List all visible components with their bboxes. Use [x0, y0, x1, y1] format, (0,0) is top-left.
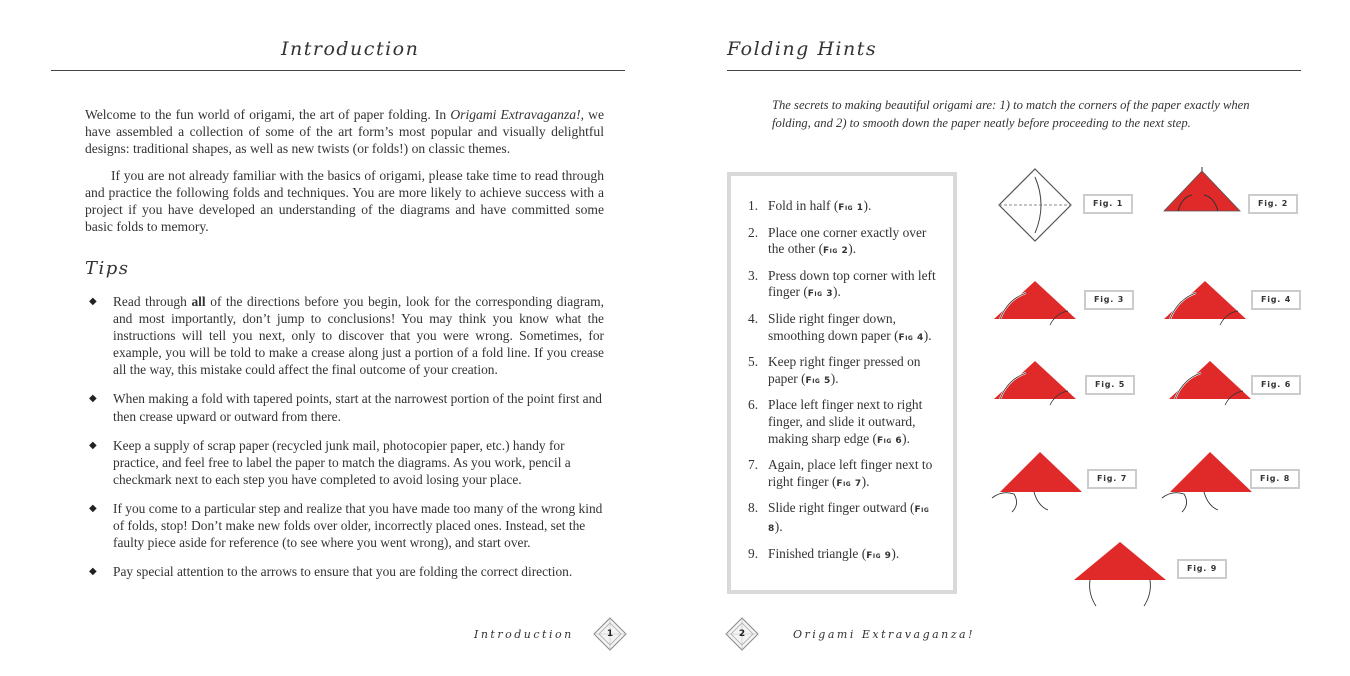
fig-label: Fig. 1	[1083, 194, 1133, 214]
tip-item	[88, 390, 604, 424]
step-fig-ref: Fig 7	[836, 478, 862, 489]
step-number: 2.	[748, 224, 759, 240]
step-text-end: ).	[923, 327, 932, 343]
step-text: Place left finger next to right finger, and slide it outward, making sharp edge (	[768, 397, 923, 446]
origami-fig-5-illustration	[990, 355, 1080, 415]
step-item	[748, 354, 943, 389]
step-text-end: ).	[848, 241, 857, 257]
tip3-text: Keep a supply of scrap paper (recycled junk mail, photocopier paper, etc.) handy for practice, and feel free to label the paper to match the diagrams. As you work, pencil a checkmark next to each step you have completed to avoid losing your place.	[113, 437, 571, 487]
tip5-text: Pay special attention to the arrows to ensure that you are folding the correct direction.	[113, 564, 573, 580]
step-text: Press down top corner with left finger (	[768, 267, 936, 300]
diamond-bullet-icon: ◆	[89, 439, 97, 451]
para1-text-a: Welcome to the fun world of origami, the art of paper folding. In	[85, 107, 451, 122]
page-header-folding-hints: Folding Hints	[727, 38, 878, 60]
step-text: Place one corner exactly over the other (	[768, 224, 927, 257]
tip2-text: When making a fold with tapered points, start at the narrowest portion of the point first and then crease upward or outward from there.	[113, 391, 603, 424]
steps-list	[748, 198, 943, 572]
step-text: Slide right finger down, smoothing down paper (	[768, 310, 899, 343]
page-number: 1	[606, 629, 614, 639]
step-item	[748, 268, 943, 303]
footer-book-title: Origami Extravaganza!	[793, 628, 976, 641]
tip-item	[88, 500, 604, 551]
footer-section-title: Introduction	[474, 628, 574, 641]
origami-fig-6-illustration	[1165, 355, 1255, 415]
step-text: Finished triangle (	[768, 545, 867, 561]
step-fig-ref: Fig 6	[876, 435, 903, 446]
step-text-end: ).	[832, 284, 841, 300]
step-item	[748, 311, 943, 346]
tips-list	[88, 293, 604, 592]
step-fig-ref: Fig 9	[866, 550, 892, 561]
tip4-text: If you come to a particular step and realize that you have made too many of the wrong kind of folds, stop! Don’t make new folds over older, incorrectly placed ones. Instead, set the faulty piece aside for reference (to see where you went wrong), and start over.	[113, 500, 603, 551]
step-text-end: ).	[902, 430, 910, 446]
tips-heading: Tips	[85, 258, 130, 279]
diamond-bullet-icon: ◆	[89, 393, 97, 405]
step-number: 3.	[748, 267, 759, 283]
tip-item	[88, 293, 604, 378]
step-fig-ref: Fig 1	[838, 203, 864, 213]
step-number: 1.	[748, 198, 759, 213]
intro-paragraph-1	[85, 106, 604, 157]
step-number: 4.	[748, 310, 759, 326]
step-text: Fold in half (	[768, 198, 839, 213]
step-fig-ref: Fig 3	[807, 289, 833, 300]
step-text-end: ).	[861, 473, 870, 489]
fig-label: Fig. 8	[1250, 469, 1300, 489]
para2-text: If you are not already familiar with the basics of origami, please take time to read through and practice the following folds and techniques. You are more likely to achieve success with a project if you have developed an understanding of the diagrams and have committed some basic folds to memory.	[85, 168, 604, 234]
step-item	[748, 546, 943, 565]
step-item	[748, 500, 943, 537]
step-item	[748, 457, 943, 492]
fig-label: Fig. 6	[1251, 375, 1301, 395]
step-text-end: ).	[891, 545, 900, 561]
origami-fig-9-illustration	[1070, 540, 1170, 617]
step-fig-ref: Fig 5	[805, 375, 831, 386]
page-header-introduction: Introduction	[281, 38, 420, 60]
header-rule	[51, 70, 625, 71]
diamond-bullet-icon: ◆	[89, 296, 97, 307]
fig-label: Fig. 3	[1084, 290, 1134, 310]
step-fig-ref: Fig 8	[768, 505, 930, 534]
step-fig-ref: Fig 4	[898, 332, 924, 343]
step-text: Again, place left finger next to right finger (	[768, 457, 933, 489]
fig-label: Fig. 5	[1085, 375, 1135, 395]
origami-fig-1-illustration	[995, 165, 1075, 250]
diamond-bullet-icon: ◆	[89, 566, 97, 578]
tip1-emphasis: all	[191, 294, 206, 309]
tip-item	[88, 437, 604, 488]
step-text: Slide right finger outward (	[768, 500, 915, 516]
folding-intro: The secrets to making beautiful origami are: 1) to match the corners of the paper exactly when folding, and 2) to smooth down the paper neatly before proceeding to the next step.	[772, 98, 1250, 130]
step-number: 6.	[748, 397, 759, 413]
origami-fig-7-illustration	[990, 448, 1085, 523]
origami-fig-4-illustration	[1160, 275, 1250, 335]
fig-label: Fig. 2	[1248, 194, 1298, 214]
step-text-end: ).	[863, 198, 872, 213]
origami-fig-8-illustration	[1160, 448, 1255, 523]
origami-fig-2-illustration	[1158, 165, 1243, 225]
step-number: 8.	[748, 500, 759, 516]
step-item	[748, 397, 943, 449]
step-item	[748, 225, 943, 260]
origami-fig-3-illustration	[990, 275, 1080, 335]
step-number: 7.	[748, 457, 759, 473]
fig-label: Fig. 9	[1177, 559, 1227, 579]
step-item	[748, 198, 943, 217]
intro-paragraph-2	[85, 167, 604, 235]
book-title: Origami Extravaganza!	[450, 107, 581, 122]
diamond-bullet-icon: ◆	[89, 502, 97, 514]
step-number: 9.	[748, 545, 759, 561]
tip1-text-a: Read through	[113, 294, 192, 309]
fig-label: Fig. 7	[1087, 469, 1137, 489]
tip1-text-b: of the directions before you begin, look for the corresponding diagram, and most importantly, don’t jump to conclusions! You may think you know what the instructions will tell you next, only to discover that you were wrong. Sometimes, for example, you will be told to make a crease along just a portion of a fold line. If you crease all the way, this mistake could affect the final outcome of your creation.	[113, 294, 604, 378]
fig-label: Fig. 4	[1251, 290, 1301, 310]
tip-item	[88, 563, 604, 580]
para1-text-b: , we have assembled a collection of some of the art form’s most popular and visually delightful designs: traditional shapes, as well as new twists (or folds!) on classic themes.	[85, 107, 605, 156]
step-fig-ref: Fig 2	[823, 246, 849, 257]
page-number: 2	[738, 629, 746, 639]
step-number: 5.	[748, 354, 759, 370]
step-text-end: ).	[774, 518, 783, 534]
step-text: Keep right finger pressed on paper (	[768, 354, 921, 386]
header-rule	[727, 70, 1301, 71]
step-text-end: ).	[830, 370, 839, 386]
